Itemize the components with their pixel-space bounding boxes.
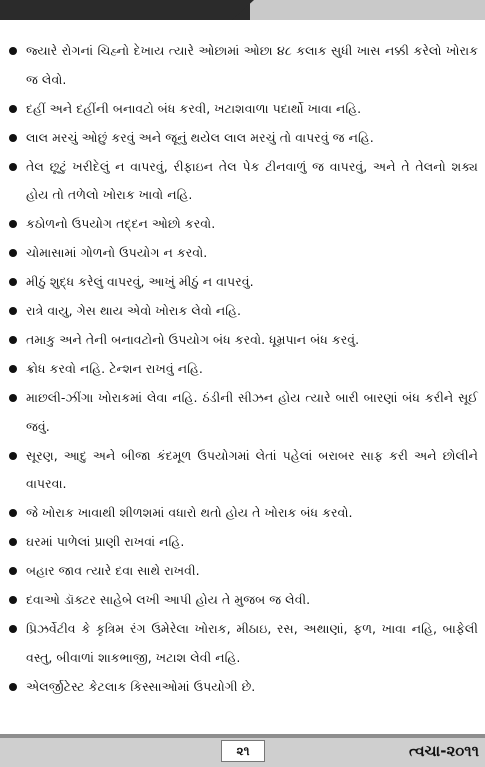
list-item-text: દહીં અને દહીંની બનાવટો બંધ કરવી, ખટાશવાળા પદાર્થો ખાવા નહિ. — [26, 100, 362, 116]
list-item — [8, 557, 478, 586]
bullet-icon — [9, 220, 17, 228]
list-item — [8, 210, 478, 239]
bullet-icon — [9, 365, 17, 373]
list-item-text: ચોમાસામાં ગોળનો ઉપયોગ ન કરવો. — [26, 245, 208, 260]
bullet-icon — [9, 596, 17, 604]
bullet-icon — [9, 249, 17, 257]
bullet-icon — [9, 394, 17, 402]
bullet-icon — [9, 134, 17, 142]
list-item-text: જે ખોરાક ખાવાથી શીળશમાં વધારો થતો હોય તે ખોરાક બંધ કરવો. — [26, 505, 353, 520]
list-item-text: માછલી-ઝીંગા ખોરાકમાં લેવા નહિ. ઠંડીની સીઝન હોય ત્યારે બારી બારણાં બંધ કરીને સૂઈ જવું. — [26, 390, 478, 434]
list-item — [8, 37, 478, 94]
bullet-icon — [9, 509, 17, 517]
bullet-icon — [9, 683, 17, 691]
list-item — [8, 528, 478, 557]
header-dark-band — [0, 0, 250, 20]
list-item-text: દવાઓ ડૉક્ટર સાહેબે લખી આપી હોય તે મુજબ જ લેવી. — [26, 592, 311, 607]
bullet-icon — [9, 567, 17, 575]
list-item-text: તેલ છૂટું ખરીદેલું ન વાપરવું, રીફાઇન તેલ પેક ટીનવાળું જ વાપરવું, અને તે તેલનો શક્ય હોય તો તળેલો ખોરાક ખાવો નહિ. — [26, 158, 478, 202]
list-item-text: બહાર જાવ ત્યારે દવા સાથે રાખવી. — [26, 563, 200, 578]
list-item — [8, 673, 478, 702]
header-decoration-bar — [0, 0, 485, 20]
bullet-icon — [9, 452, 17, 460]
list-item — [8, 239, 478, 268]
bullet-icon — [9, 278, 17, 286]
list-item — [8, 615, 478, 672]
bullet-icon — [9, 47, 17, 55]
bullet-icon — [9, 538, 17, 546]
bullet-icon — [9, 307, 17, 315]
list-item-text: કઠોળનો ઉપયોગ તદ્દન ઓછો કરવો. — [26, 216, 216, 231]
list-item — [8, 95, 478, 124]
list-item-text: મીઠું શુદ્ધ કરેલું વાપરવું, આખું મીઠું ન વાપરવું. — [26, 274, 254, 289]
bullet-icon — [9, 336, 17, 344]
bullet-icon — [9, 163, 17, 171]
list-item — [8, 153, 478, 210]
list-item — [8, 326, 478, 355]
running-title: ત્વચા-૨૦૧૧ — [408, 742, 479, 760]
list-item-text: જ્યારે રોગનાં ચિહ્નો દેખાય ત્યારે ઓછામાં ઓછા ૪૮ કલાક સુધી ખાસ નક્કી કરેલો ખોરાક જ લેવો. — [26, 43, 478, 87]
list-item — [8, 384, 478, 441]
list-item — [8, 442, 478, 499]
header-light-band — [232, 0, 485, 20]
page-footer — [0, 734, 485, 767]
list-item — [8, 268, 478, 297]
advice-bullet-list — [8, 37, 478, 702]
list-item-text: એલર્જીટેસ્ટ કેટલાક કિસ્સાઓમાં ઉપયોગી છે. — [26, 678, 256, 694]
list-item — [8, 297, 478, 326]
list-item-text: રાત્રે વાયુ, ગેસ થાય એવો ખોરાક લેવો નહિ. — [26, 303, 242, 318]
bullet-icon — [9, 105, 17, 113]
list-item-text: પ્રિઝર્વેટીવ કે કૃત્રિમ રંગ ઉમેરેલા ખોરાક, મીઠાઇ, રસ, અથાણાં, ફળ, ખાવા નહિ, બાફેલી વસ્તુ, બીવાળાં શાકભાજી, ખટાશ લેવી નહિ. — [26, 621, 478, 665]
list-item-text: ઘરમાં પાળેલાં પ્રાણી રાખવાં નહિ. — [26, 534, 185, 549]
list-item — [8, 499, 478, 528]
list-item — [8, 124, 478, 153]
list-item-text: લાલ મરચું ઓછું કરવું અને જૂનું થયેલ લાલ મરચું તો વાપરવું જ નહિ. — [26, 129, 374, 145]
list-item-text: તમાકુ અને તેની બનાવટોનો ઉપયોગ બંધ કરવો. ધૂમ્રપાન બંધ કરવું. — [26, 332, 360, 347]
list-item-text: ક્રોધ કરવો નહિ. ટેન્શન રાખવું નહિ. — [26, 361, 203, 376]
list-item — [8, 586, 478, 615]
bullet-icon — [9, 625, 17, 633]
list-item-text: સૂરણ, આદુ અને બીજા કંદમૂળ ઉપયોગમાં લેતાં પહેલાં બરાબર સાફ કરી અને છોલીને વાપરવા. — [26, 447, 478, 491]
list-item — [8, 355, 478, 384]
page-number: ૨૧ — [221, 740, 265, 762]
